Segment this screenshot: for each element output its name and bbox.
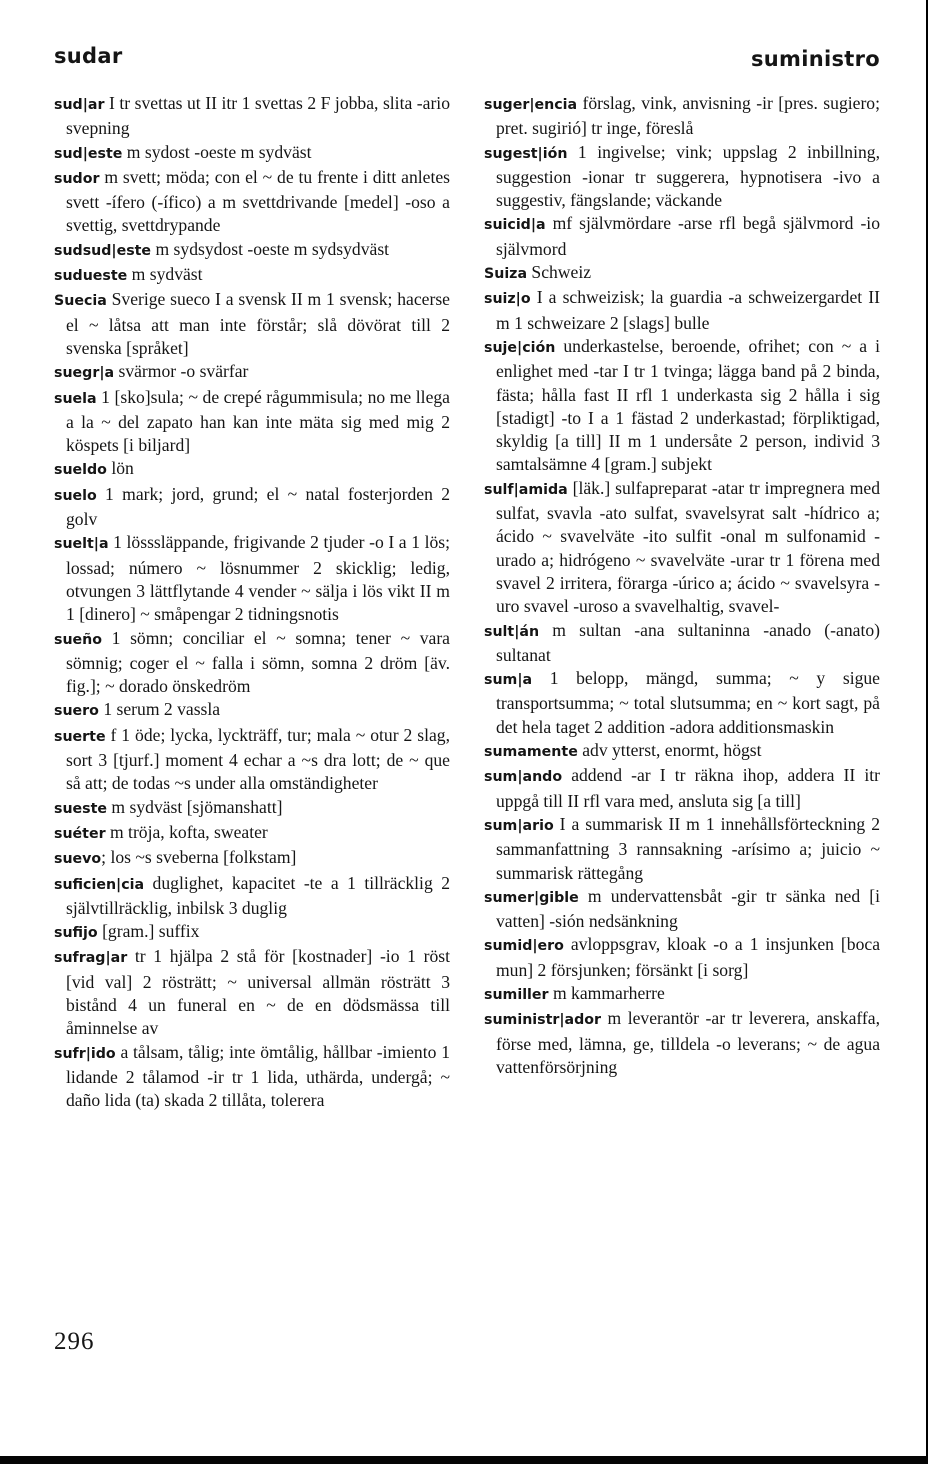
entry-headword: sumer|gible (484, 889, 579, 906)
entry-definition: m sydväst (127, 264, 203, 285)
entry-headword: suero (54, 703, 99, 720)
entry-definition: [läk.] sulfapreparat -atar tr impregnera med sulfat, svavla -ato sulfat, svavelsyrat salt -hídrico a; ácido ~ svavelväte -ito sulfit -onal m sulfonamid -urado a; hidrógeno ~ svavelväte -urar tr 1 förena med svavel 2 irritera, förarga -úrico a; ácido ~ svavelsyra -uro svavel -uroso a svavelhaltig, svavel- (496, 477, 880, 617)
entry-headword: sufr|ido (54, 1045, 116, 1062)
entry-definition: m sultan -ana sultaninna -anado (-anato) sultanat (496, 619, 880, 665)
entry-headword: sugest|ión (484, 145, 568, 162)
entry-headword: sud|este (54, 145, 123, 162)
dictionary-entry (484, 982, 880, 1007)
entry-headword: sult|án (484, 623, 540, 640)
entry-headword: sudsud|este (54, 242, 152, 259)
entry-headword: sudor (54, 170, 100, 187)
entry-headword: suerte (54, 728, 106, 745)
dictionary-entry (484, 335, 880, 477)
dictionary-entry (54, 945, 450, 1040)
entry-definition: I tr svettas ut II itr 1 svettas 2 F jobba, slita -ario svepning (66, 93, 450, 139)
entry-definition: underkastelse, beroende, ofrihet; con ~ a i enlighet med -tar I tr 1 tvinga; lägga band på 2 binda, fästa; hålla fast II rfl 1 underkasta sig 2 hålla i sig [stadigt] -to I a 1 fästad 2 underkastad; förpliktigad, skyldig [a till] II m 1 undersåte 2 person, individ 3 samtalsämne 4 [gram.] subjekt (496, 335, 880, 475)
dictionary-entry (54, 166, 450, 238)
dictionary-entry (484, 477, 880, 619)
entry-headword: suelt|a (54, 536, 109, 553)
entry-definition: m sydost -oeste m sydväst (122, 141, 312, 162)
entry-headword: sufrag|ar (54, 950, 128, 967)
entry-headword: Suiza (484, 266, 528, 283)
page-number: 296 (54, 1328, 95, 1355)
scan-bottom-band (0, 1456, 928, 1464)
entry-headword: suela (54, 390, 97, 407)
right-column (484, 92, 880, 1079)
dictionary-entry (54, 627, 450, 699)
entry-definition: m svett; möda; con el ~ de tu frente i ditt anletes svett -ífero (-ífico) a m svettdrivande [medel] -oso a svettig, svettdrypande (66, 166, 450, 236)
dictionary-entry (484, 286, 880, 335)
entry-definition: Schweiz (527, 262, 592, 283)
dictionary-entry (54, 698, 450, 723)
entry-headword: sum|a (484, 672, 533, 689)
entry-headword: sumid|ero (484, 938, 564, 955)
entry-definition: Sverige sueco I a svensk II m 1 svensk; hacerse el ~ låtsa att man inte förstår; slå dövörat till 2 svenska [språket] (66, 289, 450, 358)
entry-definition: I a schweizisk; la guardia -a schweizergardet II m 1 schweizare 2 [slags] bulle (496, 287, 880, 333)
dictionary-entry (484, 739, 880, 764)
entry-definition: m tröja, kofta, sweater (105, 821, 268, 842)
dictionary-entry (484, 141, 880, 213)
entry-definition: m sydväst [sjömanshatt] (107, 796, 283, 817)
dictionary-entry (484, 212, 880, 261)
entry-headword: sumiller (484, 986, 549, 1003)
dictionary-entry (484, 813, 880, 885)
entry-definition: avloppsgrav, kloak -o a 1 insjunken [boca mun] 2 försjunken; försänkt [i sorg] (496, 934, 880, 980)
entry-definition: 1 mark; jord, grund; el ~ natal fosterjorden 2 golv (66, 483, 450, 530)
dictionary-entry (54, 1041, 450, 1113)
dictionary-entry (484, 619, 880, 668)
entry-headword: sudueste (54, 268, 128, 285)
entry-headword: sud|ar (54, 97, 105, 113)
dictionary-entry (484, 933, 880, 982)
entry-headword: suger|encia (484, 97, 578, 113)
entry-definition: m undervattensbåt -gir tr sänka ned [i vatten] -sión nedsänkning (496, 885, 880, 932)
entry-definition: lön (106, 458, 134, 479)
entry-headword: suficien|cia (54, 876, 145, 893)
dictionary-entry (54, 724, 450, 796)
dictionary-entry (484, 1007, 880, 1079)
dictionary-entry (54, 796, 450, 821)
left-column (54, 92, 450, 1112)
entry-definition: svärmor -o svärfar (114, 361, 249, 382)
entry-headword: suegr|a (54, 365, 115, 382)
entry-definition: ; los ~s sveberna [folkstam] (101, 847, 297, 868)
dictionary-entry (54, 821, 450, 846)
running-head-left: sudar (54, 44, 123, 68)
dictionary-entry (54, 288, 450, 360)
entry-definition: m sydsydost -oeste m sydsydväst (151, 238, 390, 259)
entry-definition: 1 ingivelse; vink; uppslag 2 inbillning, suggestion -ionar tr suggerera, hypnotisera -ivo a suggestiv, fängslande; väckande (496, 141, 880, 211)
entry-definition: tr 1 hjälpa 2 stå för [kostnader] -io 1 röst [vid val] 2 rösträtt; ~ universal allmän rösträtt 3 bistånd 4 un funeral en ~ de en dödsmässa till åminnelse av (66, 946, 450, 1039)
dictionary-entry (54, 92, 450, 141)
dictionary-entry (54, 238, 450, 263)
entry-definition: 1 serum 2 vassla (98, 699, 221, 720)
entry-headword: suicid|a (484, 217, 546, 234)
dictionary-entry (54, 263, 450, 288)
entry-headword: suje|ción (484, 339, 556, 356)
entry-headword: suéter (54, 825, 106, 842)
entry-headword: sueño (54, 631, 103, 648)
entry-definition: f 1 öde; lycka, lyckträff, tur; mala ~ otur 2 slag, sort 3 [tjurf.] moment 4 echar a ~s dra lott; de ~ que så att; de todas ~s under alla omständigheter (66, 724, 450, 794)
entry-definition: 1 belopp, mängd, summa; ~ y sigue transportsumma; ~ total slutsumma; en ~ kort sagt, på det hela taget 2 addition -adora additionsmaskin (496, 668, 880, 737)
entry-definition: mf självmördare -arse rfl begå självmord -io självmord (496, 213, 880, 259)
dictionary-entry (54, 846, 450, 871)
entry-definition: adv ytterst, enormt, högst (577, 740, 762, 761)
entry-definition: 1 sömn; conciliar el ~ somna; tener ~ vara sömnig; coger el ~ falla i sömn, somna 2 dröm [äv. fig.]; ~ dorado önskedröm (66, 627, 450, 697)
dictionary-entry (484, 885, 880, 934)
entry-definition: a tålsam, tålig; inte ömtålig, hållbar -imiento 1 lidande 2 tålamod -ir tr 1 lida, uthärda, undergå; ~ daño lida (ta) skada 2 tillåta, tolerera (66, 1041, 450, 1111)
dictionary-entry (54, 483, 450, 532)
dictionary-entry (484, 764, 880, 813)
entry-definition: [gram.] suffix (97, 921, 200, 942)
entry-headword: sueste (54, 800, 108, 817)
entry-headword: sum|ario (484, 817, 554, 834)
dictionary-entry (54, 531, 450, 626)
entry-definition: addend -ar I tr räkna ihop, addera II itr uppgå till II rfl vara med, ansluta sig [a till] (496, 765, 880, 811)
entry-headword: sumamente (484, 744, 578, 761)
entry-definition: m kammarherre (548, 982, 665, 1003)
entry-definition: 1 [sko]sula; ~ de crepé rågummisula; no me llega a la ~ del zapato han kan inte mäta sig med mig 2 köspets [i biljard] (66, 386, 450, 456)
running-head-right: suministro (751, 47, 880, 71)
dictionary-entry (54, 457, 450, 482)
dictionary-entry (484, 261, 880, 286)
dictionary-entry (54, 920, 450, 945)
entry-headword: Suecia (54, 293, 107, 310)
entry-headword: suelo (54, 487, 97, 504)
dictionary-entry (484, 667, 880, 739)
dictionary-entry (54, 386, 450, 458)
entry-definition: duglighet, kapacitet -te a 1 tillräcklig 2 självtillräcklig, inbilsk 3 duglig (66, 872, 450, 918)
dictionary-entry (54, 872, 450, 921)
entry-headword: sum|ando (484, 769, 563, 786)
entry-headword: suiz|o (484, 291, 531, 308)
entry-headword: sueldo (54, 462, 107, 479)
entry-definition: förslag, vink, anvisning -ir [pres. sugiero; pret. sugirió] tr inge, föreslå (496, 93, 880, 139)
entry-headword: suevo (54, 851, 102, 868)
dictionary-entry (484, 92, 880, 141)
dictionary-entry (54, 141, 450, 166)
dictionary-entry (54, 360, 450, 385)
entry-headword: sufijo (54, 925, 98, 942)
entry-definition: I a summarisk II m 1 innehållsförteckning 2 sammanfattning 3 rannsakning -arísimo a; juicio ~ summarisk rättegång (496, 813, 880, 883)
entry-definition: 1 lösssläppande, frigivande 2 tjuder -o I a 1 lös; lossad; número ~ lösnummer 2 skicklig; ledig, otvungen 3 lättflytande 4 vender ~ sälja i lös vikt II m 1 [dinero] ~ småpengar 2 tidningsnotis (66, 532, 450, 625)
entry-headword: sulf|amida (484, 481, 568, 498)
entry-definition: m leverantör -ar tr leverera, anskaffa, förse med, lämna, ge, tilldela -o leverans; ~ de agua vattenförsörjning (496, 1008, 880, 1077)
entry-headword: suministr|ador (484, 1012, 602, 1029)
